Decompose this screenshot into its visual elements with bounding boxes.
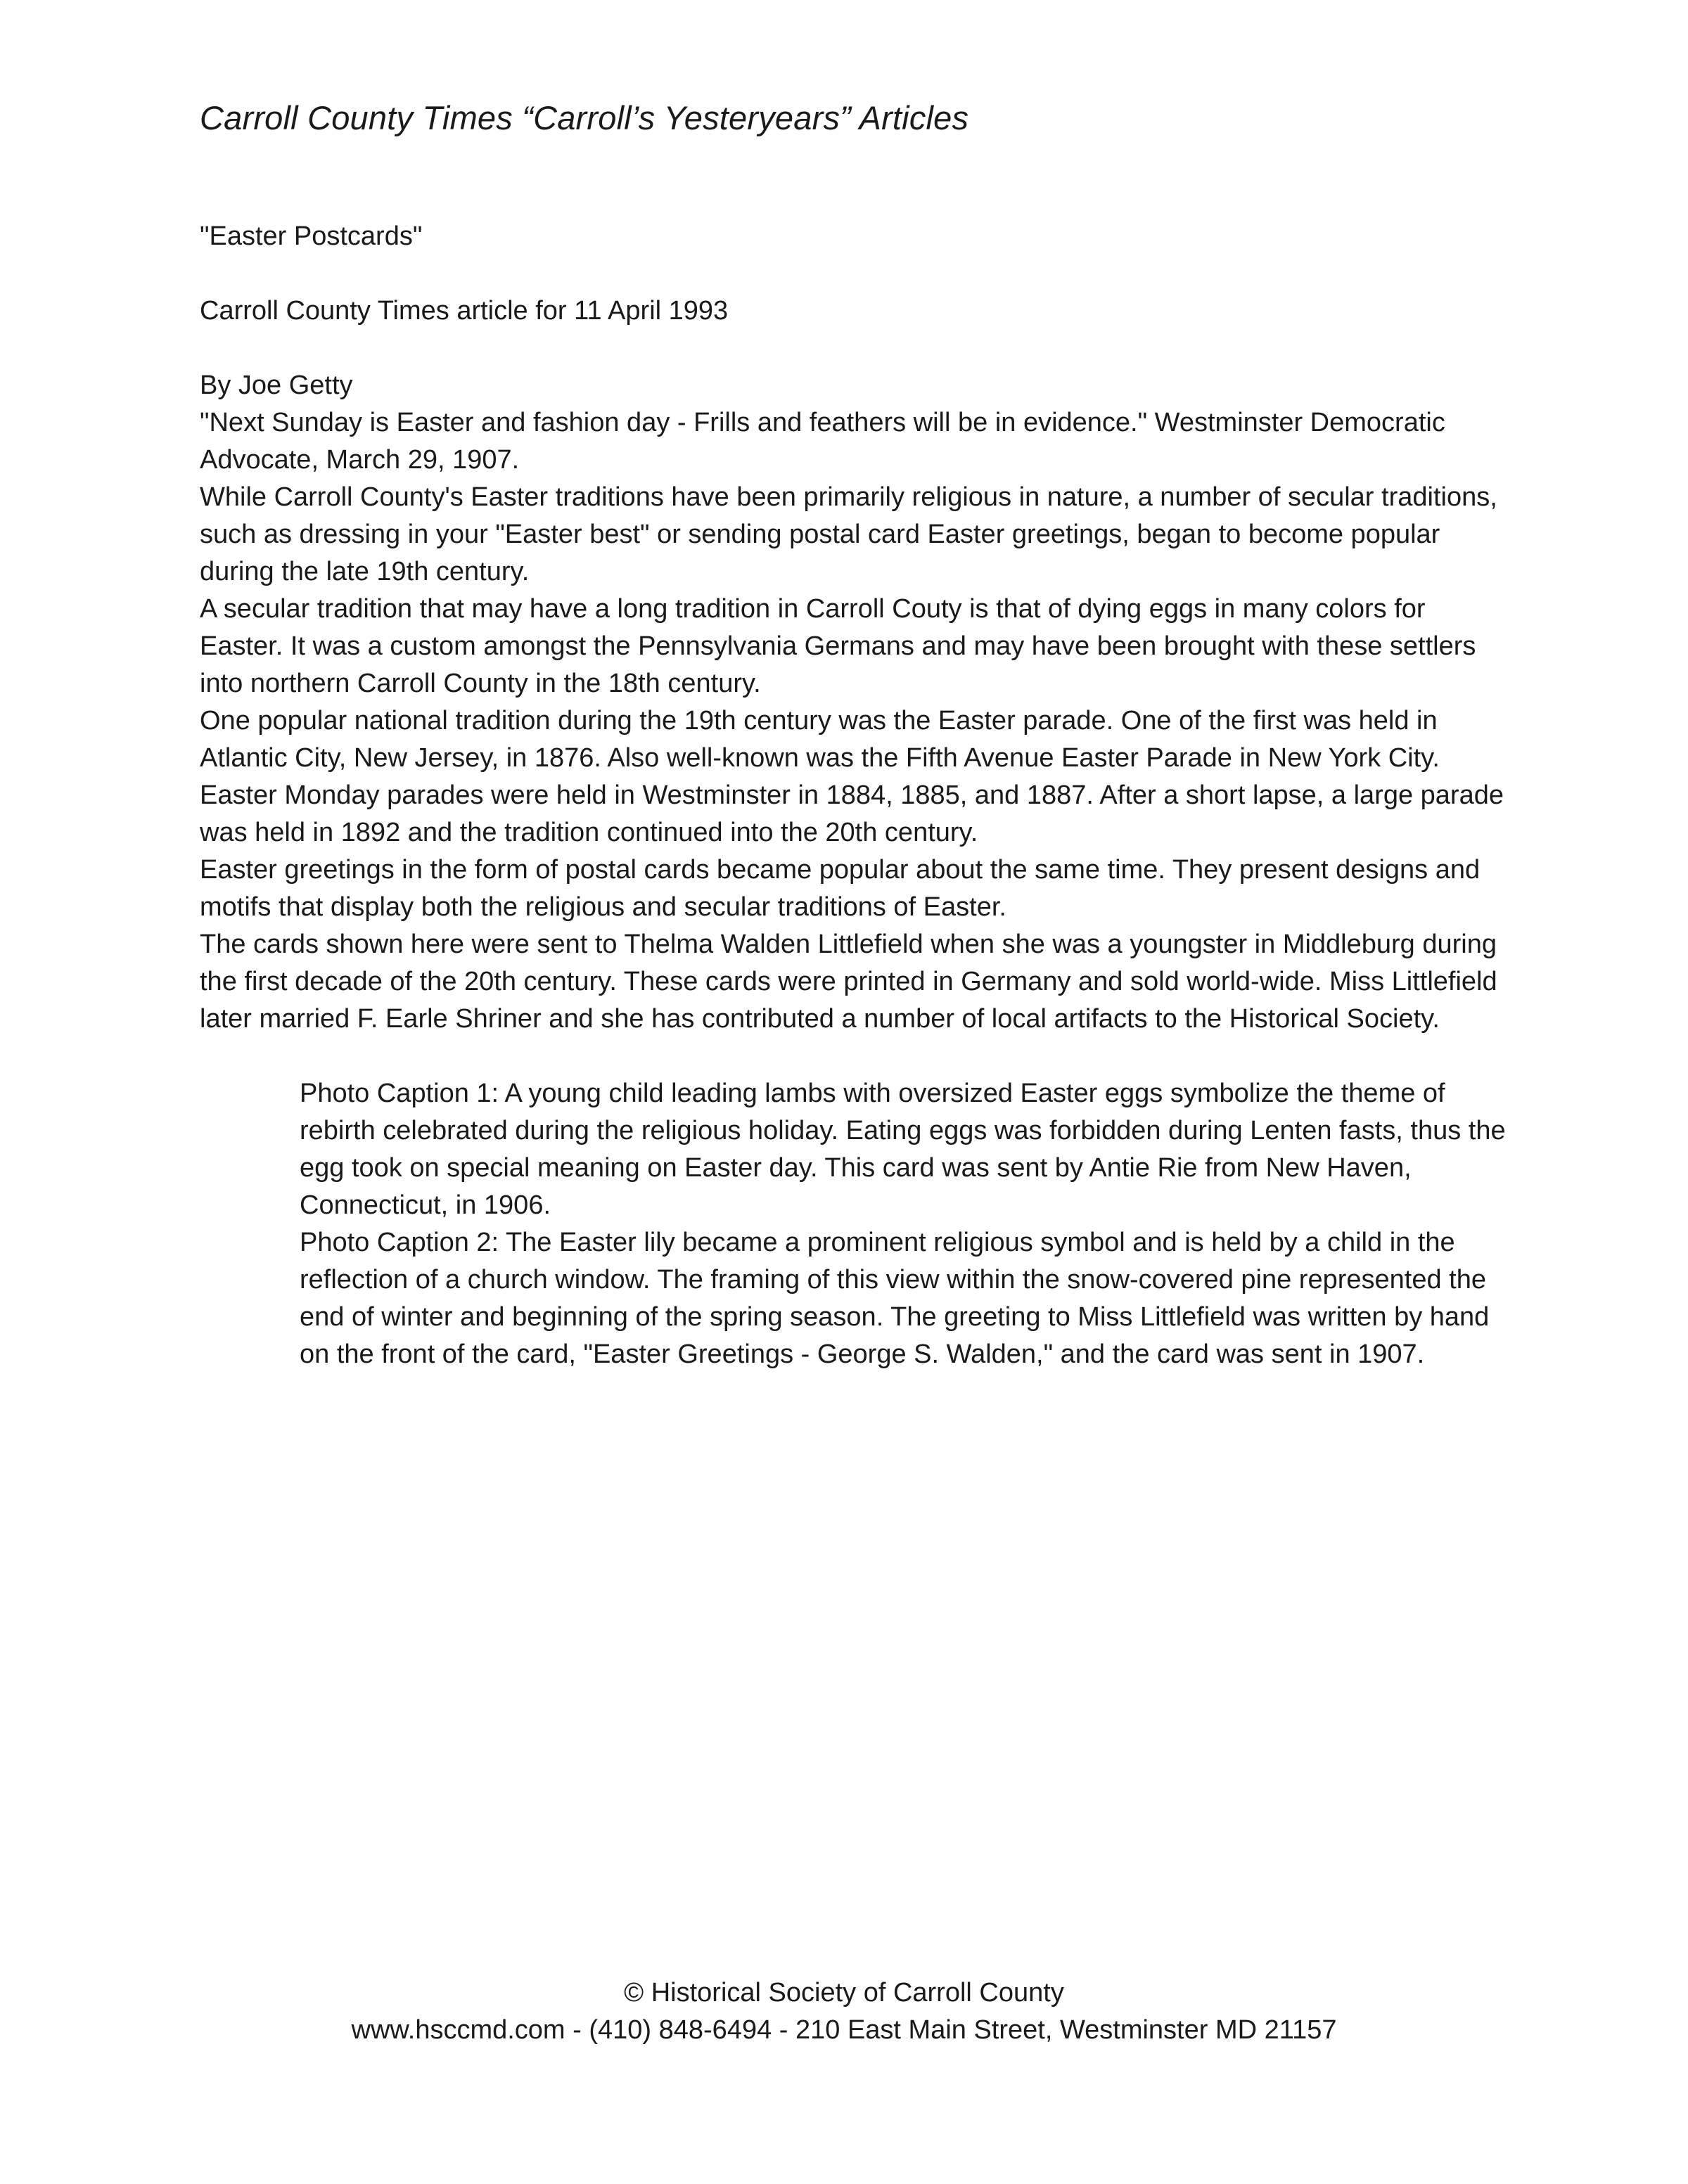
footer-contact: www.hsccmd.com - (410) 848-6494 - 210 East Main Street, Westminster MD 21157 bbox=[351, 2015, 1337, 2045]
article-title: "Easter Postcards" bbox=[200, 221, 423, 251]
article-byline: By Joe Getty bbox=[200, 371, 353, 400]
photo-caption-2: Photo Caption 2: The Easter lily became a prominent religious symbol and is held by a child in the reflection of a church window. The framing of this view within the snow-covered pine represented the end of winter and beginning of the spring season. The greeting to Miss Littlefield was written by hand on the front of the card, "Easter Greetings - George S. Walden," and the card was sent in 1907. bbox=[300, 1228, 1490, 1369]
article-dateline: Carroll County Times article for 11 April 1993 bbox=[200, 296, 729, 326]
article-body bbox=[200, 218, 1508, 1373]
article-paragraph: "Next Sunday is Easter and fashion day - Frills and feathers will be in evidence." Westminster Democratic Advocate, March 29, 1907. bbox=[200, 408, 1445, 475]
article-paragraph: One popular national tradition during the 19th century was the Easter parade. One of the first was held in Atlantic City, New Jersey, in 1876. Also well-known was the Fifth Avenue Easter Parade in New York City. bbox=[200, 706, 1440, 773]
footer-copyright: © Historical Society of Carroll County bbox=[624, 1978, 1064, 2008]
article-paragraph: A secular tradition that may have a long tradition in Carroll Couty is that of dying eggs in many colors for Easter. It was a custom amongst the Pennsylvania Germans and may have been brought with these settlers into northern Carroll County in the 18th century. bbox=[200, 594, 1476, 698]
article-paragraph: Easter greetings in the form of postal cards became popular about the same time. They present designs and motifs that display both the religious and secular traditions of Easter. bbox=[200, 855, 1481, 922]
article-paragraph: While Carroll County's Easter traditions have been primarily religious in nature, a number of secular traditions, such as dressing in your "Easter best" or sending postal card Easter greetings, began to become popular during the late 19th century. bbox=[200, 482, 1497, 586]
article-paragraph: Easter Monday parades were held in Westminster in 1884, 1885, and 1887. After a short lapse, a large parade was held in 1892 and the tradition continued into the 20th century. bbox=[200, 781, 1504, 847]
photo-captions bbox=[200, 1075, 1508, 1373]
article-paragraph: The cards shown here were sent to Thelma Walden Littlefield when she was a youngster in Middleburg during the first decade of the 20th century. These cards were printed in Germany and sold world-wide. Miss Littlefield later married F. Earle Shriner and she has contributed a number of local artifacts to the Historical Society. bbox=[200, 930, 1497, 1034]
page-footer bbox=[0, 1974, 1688, 2049]
page-header-title: Carroll County Times “Carroll’s Yesteryears” Articles bbox=[200, 99, 969, 136]
photo-caption-1: Photo Caption 1: A young child leading lambs with oversized Easter eggs symbolize the theme of rebirth celebrated during the religious holiday. Eating eggs was forbidden during Lenten fasts, thus the egg took on special meaning on Easter day. This card was sent by Antie Rie from New Haven, Connecticut, in 1906. bbox=[300, 1079, 1506, 1220]
